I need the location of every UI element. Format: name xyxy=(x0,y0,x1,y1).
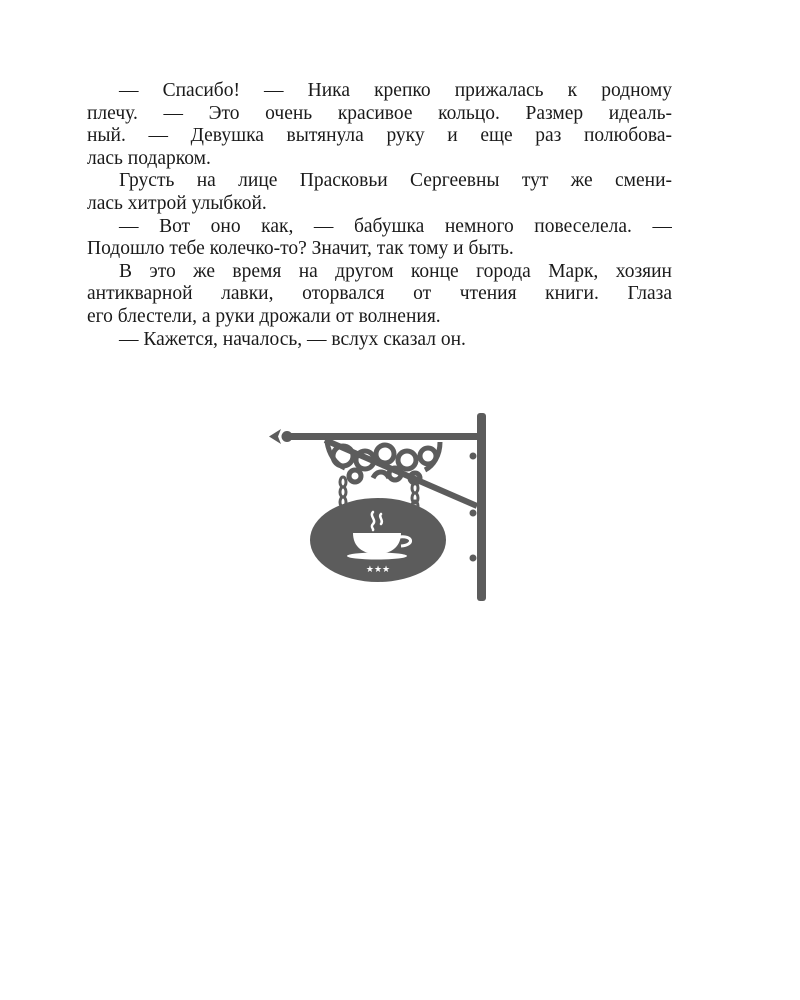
paragraph xyxy=(87,329,672,352)
text-line: лась подарком. xyxy=(87,147,211,169)
text-line: антикварной лавки, оторвался от чтения книги. Глаза xyxy=(87,283,672,305)
paragraph xyxy=(87,216,672,261)
text-line: Грусть на лице Прасковьи Сергеевны тут же смени- xyxy=(119,170,672,192)
text-line: В это же время на другом конце города Марк, хозяин xyxy=(119,260,672,282)
text-line: — Спасибо! — Ника крепко прижалась к родному xyxy=(119,80,672,101)
cafe-signboard-icon xyxy=(265,408,495,603)
text-line: Подошло тебе колечко-то? Значит, так тому и быть. xyxy=(87,238,514,260)
text-line: — Вот оно как, — бабушка немного повеселела. — xyxy=(119,215,672,237)
paragraph xyxy=(87,261,672,329)
text-line: лась хитрой улыбкой. xyxy=(87,192,267,214)
text-line: ный. — Девушка вытянула руку и еще раз полюбова- xyxy=(87,125,672,147)
text-line: — Кажется, началось, — вслух сказал он. xyxy=(119,328,466,350)
text-line: плечу. — Это очень красивое кольцо. Размер идеаль- xyxy=(87,102,672,124)
text-line: его блестели, а руки дрожали от волнения. xyxy=(87,305,441,327)
paragraph xyxy=(87,80,672,170)
stars-text: ★★★ xyxy=(365,565,391,575)
text-block xyxy=(87,80,672,351)
paragraph xyxy=(87,170,672,215)
